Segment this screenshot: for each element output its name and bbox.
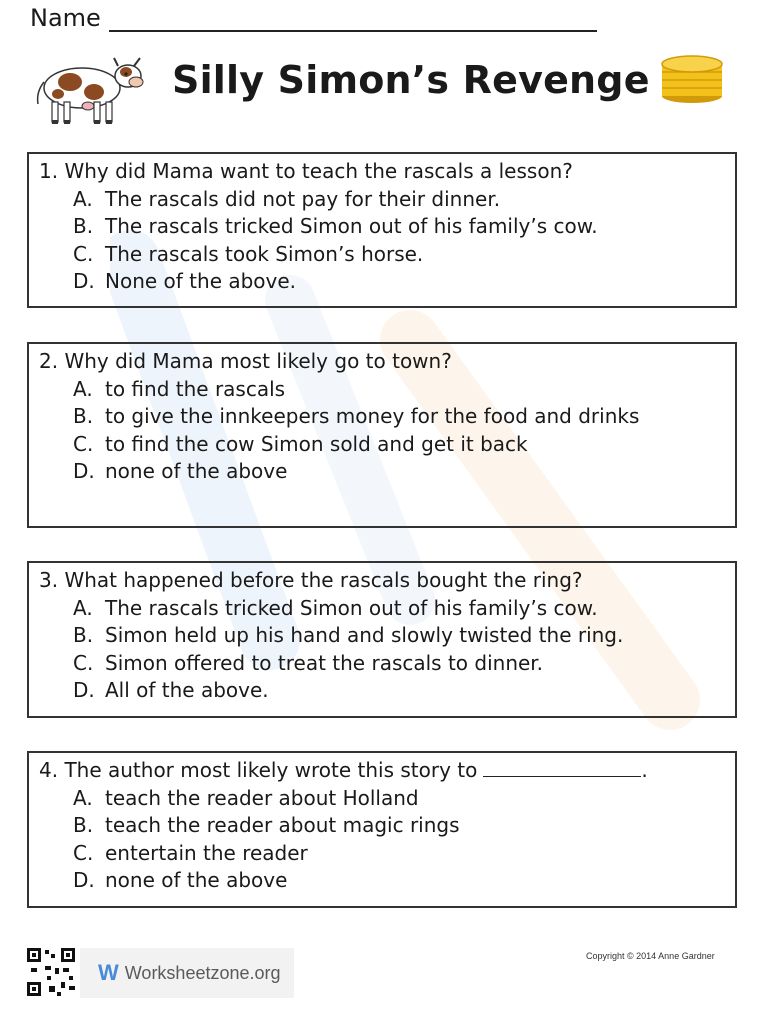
option-text: teach the reader about Holland bbox=[105, 785, 419, 810]
answer-option-a[interactable] bbox=[39, 595, 725, 623]
answer-option-b[interactable] bbox=[39, 213, 725, 241]
option-letter: C. bbox=[73, 840, 94, 865]
option-text: The rascals did not pay for their dinner. bbox=[105, 186, 501, 211]
option-letter: C. bbox=[73, 650, 94, 675]
option-text: The rascals took Simon’s horse. bbox=[105, 241, 424, 266]
answer-option-d[interactable] bbox=[39, 268, 725, 296]
option-letter: B. bbox=[73, 404, 94, 428]
option-text: Simon offered to treat the rascals to dinner. bbox=[105, 650, 544, 675]
option-text: to give the innkeepers money for the food and drinks bbox=[105, 404, 640, 428]
answer-option-b[interactable] bbox=[39, 403, 725, 431]
name-label: Name bbox=[30, 4, 101, 32]
page-title: Silly Simon’s Revenge bbox=[172, 58, 650, 102]
qr-code-icon[interactable] bbox=[25, 946, 77, 998]
option-text: The rascals tricked Simon out of his family’s cow. bbox=[105, 214, 598, 238]
option-text: All of the above. bbox=[105, 678, 269, 702]
answer-option-c[interactable] bbox=[39, 241, 725, 269]
option-letter: C. bbox=[73, 241, 94, 266]
option-letter: A. bbox=[73, 595, 93, 620]
option-text: None of the above. bbox=[105, 269, 297, 293]
cow-icon bbox=[30, 52, 148, 128]
answer-option-d[interactable] bbox=[39, 458, 725, 486]
option-text: to find the cow Simon sold and get it back bbox=[105, 431, 528, 456]
option-letter: D. bbox=[73, 269, 95, 293]
answer-option-a[interactable] bbox=[39, 785, 725, 813]
option-letter: C. bbox=[73, 431, 94, 456]
option-letter: D. bbox=[73, 678, 95, 702]
option-text: Simon held up his hand and slowly twisted the ring. bbox=[105, 623, 624, 647]
question-text-end: . bbox=[641, 758, 648, 782]
answer-option-a[interactable] bbox=[39, 186, 725, 214]
name-blank-line[interactable] bbox=[109, 4, 597, 32]
answer-option-b[interactable] bbox=[39, 812, 725, 840]
answer-option-c[interactable] bbox=[39, 840, 725, 868]
option-letter: B. bbox=[73, 813, 94, 837]
option-text: teach the reader about magic rings bbox=[105, 813, 460, 837]
copyright-text: Copyright © 2014 Anne Gardner bbox=[586, 951, 715, 961]
option-text: none of the above bbox=[105, 868, 288, 892]
question-text: 2. Why did Mama most likely go to town? bbox=[39, 349, 452, 373]
question-box-4 bbox=[27, 751, 737, 908]
question-text: 3. What happened before the rascals bought the ring? bbox=[39, 568, 583, 592]
option-letter: A. bbox=[73, 186, 93, 211]
answer-blank-line[interactable] bbox=[483, 758, 641, 777]
question-box-1 bbox=[27, 152, 737, 308]
option-letter: B. bbox=[73, 623, 94, 647]
name-field-row bbox=[30, 4, 597, 32]
answer-option-b[interactable] bbox=[39, 622, 725, 650]
option-letter: D. bbox=[73, 868, 95, 892]
question-text-row bbox=[39, 757, 725, 785]
option-text: The rascals tricked Simon out of his family’s cow. bbox=[105, 595, 598, 620]
option-letter: A. bbox=[73, 376, 93, 401]
worksheetzone-brand-link[interactable] bbox=[80, 948, 294, 998]
option-letter: D. bbox=[73, 459, 95, 483]
option-text: none of the above bbox=[105, 459, 288, 483]
gold-coins-icon bbox=[660, 50, 724, 104]
option-text: to find the rascals bbox=[105, 376, 286, 401]
brand-text: Worksheetzone.org bbox=[124, 962, 281, 983]
answer-option-d[interactable] bbox=[39, 677, 725, 705]
question-box-3 bbox=[27, 561, 737, 718]
option-text: entertain the reader bbox=[105, 840, 308, 865]
answer-option-c[interactable] bbox=[39, 650, 725, 678]
question-text: 1. Why did Mama want to teach the rascals a lesson? bbox=[39, 159, 573, 183]
question-text: 4. The author most likely wrote this story to bbox=[39, 758, 478, 782]
worksheetzone-logo-icon: W bbox=[98, 960, 119, 985]
option-letter: B. bbox=[73, 214, 94, 238]
answer-option-d[interactable] bbox=[39, 867, 725, 895]
answer-option-a[interactable] bbox=[39, 376, 725, 404]
question-box-2 bbox=[27, 342, 737, 528]
option-letter: A. bbox=[73, 785, 93, 810]
answer-option-c[interactable] bbox=[39, 431, 725, 459]
